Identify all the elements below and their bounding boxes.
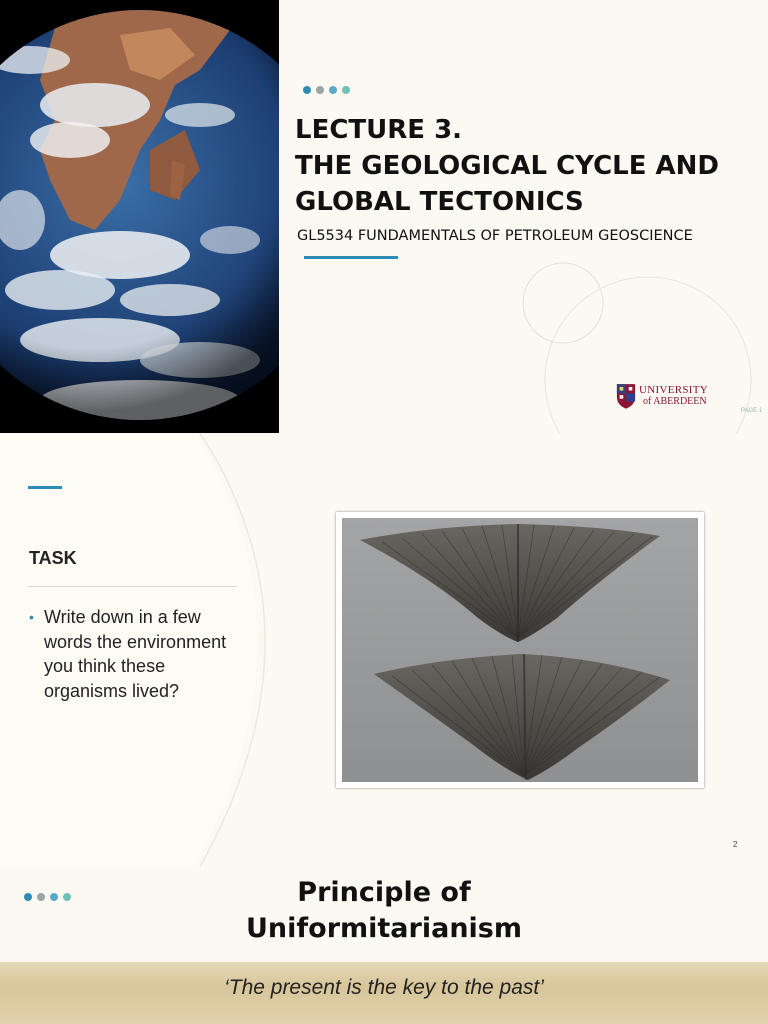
crest-icon — [616, 381, 636, 411]
dot — [303, 86, 311, 94]
slide-title — [200, 875, 568, 947]
lecture-title — [295, 112, 755, 220]
task-item — [29, 605, 244, 703]
title-line-1: Principle of — [297, 877, 471, 908]
title-line-2: Uniformitarianism — [246, 913, 522, 944]
university-logo — [616, 377, 708, 415]
decorative-dots — [303, 86, 350, 94]
task-list — [29, 605, 244, 703]
logo-line-2: of ABERDEEN — [643, 396, 707, 407]
dot — [24, 893, 32, 901]
title-line-2: THE GEOLOGICAL CYCLE AND — [295, 151, 719, 181]
course-subtitle: GL5534 FUNDAMENTALS OF PETROLEUM GEOSCIENCE — [297, 228, 693, 244]
title-line-3: GLOBAL TECTONICS — [295, 187, 584, 217]
task-slide — [0, 433, 768, 867]
dot — [37, 893, 45, 901]
quote: ‘The present is the key to the past’ — [224, 976, 544, 999]
task-heading: TASK — [29, 548, 77, 568]
divider — [28, 586, 237, 587]
accent-line — [304, 256, 398, 259]
slide-number: 2 — [733, 840, 738, 849]
dot — [342, 86, 350, 94]
dot — [316, 86, 324, 94]
dot — [329, 86, 337, 94]
decorative-dots — [24, 893, 71, 901]
brachiopod-fossils — [342, 518, 698, 782]
bullet-icon: • — [29, 609, 34, 625]
uniformitarianism-slide — [0, 867, 768, 1024]
task-item-text: Write down in a few words the environment you think these organisms lived? — [44, 607, 227, 701]
fossil-image — [336, 512, 704, 788]
logo-line-1: UNIVERSITY — [639, 384, 708, 396]
accent-line — [28, 486, 62, 489]
title-line-1: LECTURE 3. — [295, 115, 463, 145]
title-slide — [0, 0, 768, 433]
dot — [50, 893, 58, 901]
page-label: PAGE 1 — [741, 408, 763, 414]
dot — [63, 893, 71, 901]
